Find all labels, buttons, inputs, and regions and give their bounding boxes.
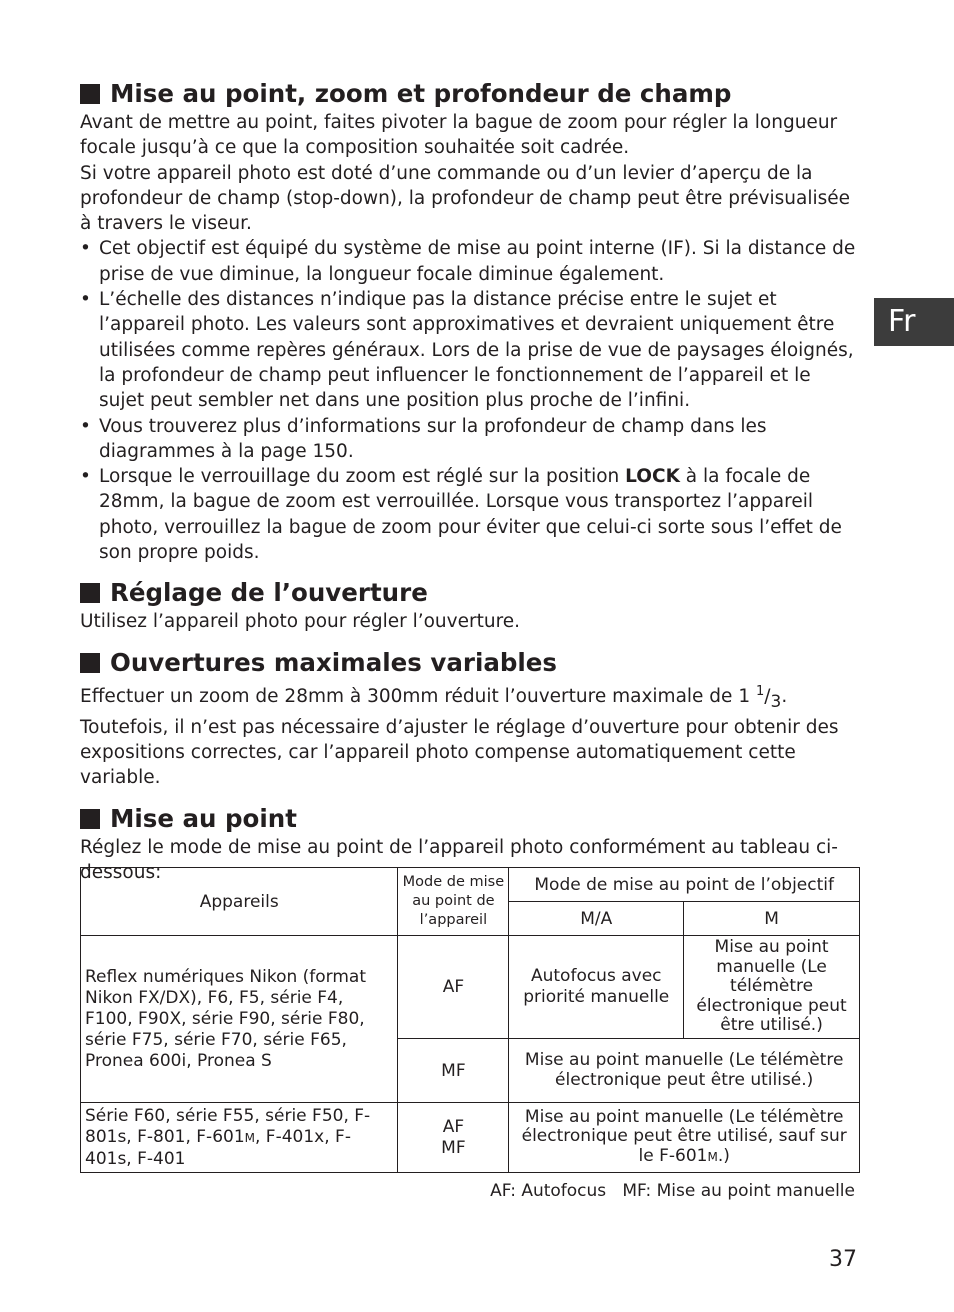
- table-cell-cameras: Reflex numériques Nikon (format Nikon FX/DX), F6, F5, série F4, F100, F90X, série F90, série F80, série F75, série F70, série F65, Pronea 600i, Pronea S: [81, 936, 398, 1103]
- table-cell-mode: MF: [398, 1039, 509, 1103]
- table-cell: Mise au point manuelle (Le télémètre électronique peut être utilisé.): [509, 1039, 860, 1103]
- section-title-variable-aperture: Ouvertures maximales variables: [80, 647, 860, 679]
- section-title-focus-zoom: Mise au point, zoom et profondeur de champ: [80, 78, 860, 110]
- table-legend: AF: Autofocus MF: Mise au point manuelle: [490, 1181, 855, 1201]
- list-item: • Vous trouverez plus d’informations sur la profondeur de champ dans les diagrammes à la page 150.: [80, 414, 860, 465]
- table-cell-mode: AF: [398, 936, 509, 1039]
- square-bullet-icon: [80, 84, 100, 104]
- header-camera-mode: Mode de mise au point de l’appareil: [398, 868, 509, 936]
- paragraph: Réglez le mode de mise au point de l’appareil photo conformément au tableau ci-dessous:: [80, 836, 838, 883]
- language-tab: Fr: [874, 298, 954, 346]
- paragraph: Effectuer un zoom de 28mm à 300mm réduit l’ouverture maximale de 1 $^1/_3$. Toutefois, il n’est pas nécessaire d’ajuster le réglage d’ouverture pour obtenir des expositions correctes, car l’appareil photo compense automatiquement cette variable.: [80, 683, 839, 789]
- paragraph: Utilisez l’appareil photo pour régler l’ouverture.: [80, 611, 521, 633]
- list-item: • L’échelle des distances n’indique pas la distance précise entre le sujet et l’appareil photo. Les valeurs sont approximatives et devraient uniquement être utilisées comme repères généraux. Lors de la prise de vue de paysages éloignés, la profondeur de champ peut influencer le fonctionnement de l’appareil et le sujet peut sembler net dans une position plus proche de l’infini.: [80, 287, 860, 413]
- table-cell: Autofocus avec priorité manuelle: [509, 936, 684, 1039]
- table-cell: Mise au point manuelle (Le télémètre électronique peut être utilisé.): [684, 936, 860, 1039]
- section-title-focus: Mise au point: [80, 803, 860, 835]
- paragraph: Avant de mettre au point, faites pivoter la bague de zoom pour régler la longueur focale jusqu’à ce que la composition souhaitée soit cadrée.: [80, 112, 838, 159]
- page-content: [80, 78, 860, 885]
- table-cell-mode: AF MF: [398, 1103, 509, 1173]
- header-ma: M/A: [509, 902, 684, 936]
- table-cell: Mise au point manuelle (Le télémètre électronique peut être utilisé, sauf sur le F-601M.): [509, 1103, 860, 1173]
- list-item: • Cet objectif est équipé du système de mise au point interne (IF). Si la distance de prise de vue diminue, la longueur focale diminue également.: [80, 236, 860, 287]
- square-bullet-icon: [80, 583, 100, 603]
- header-cameras: Appareils: [81, 868, 398, 936]
- list-item: • Lorsque le verrouillage du zoom est réglé sur la position LOCK à la focale de 28mm, la bague de zoom est verrouillée. Lorsque vous transportez l’appareil photo, verrouillez la bague de zoom pour éviter que celui-ci sorte sous l’effet de son propre poids.: [80, 464, 860, 565]
- page-number: 37: [829, 1247, 857, 1272]
- table-cell-cameras: Série F60, série F55, série F50, F-801s, F-801, F-601M, F-401x, F-401s, F-401: [81, 1103, 398, 1173]
- square-bullet-icon: [80, 653, 100, 673]
- focus-mode-table: [80, 867, 860, 1173]
- header-lens-mode: Mode de mise au point de l’objectif: [509, 868, 860, 902]
- square-bullet-icon: [80, 809, 100, 829]
- bullet-list: [80, 236, 860, 565]
- section-title-aperture: Réglage de l’ouverture: [80, 577, 860, 609]
- header-m: M: [684, 902, 860, 936]
- paragraph: Si votre appareil photo est doté d’une commande ou d’un levier d’aperçu de la profondeur de champ (stop-down), la profondeur de champ peut être prévisualisée à travers le viseur.: [80, 162, 851, 235]
